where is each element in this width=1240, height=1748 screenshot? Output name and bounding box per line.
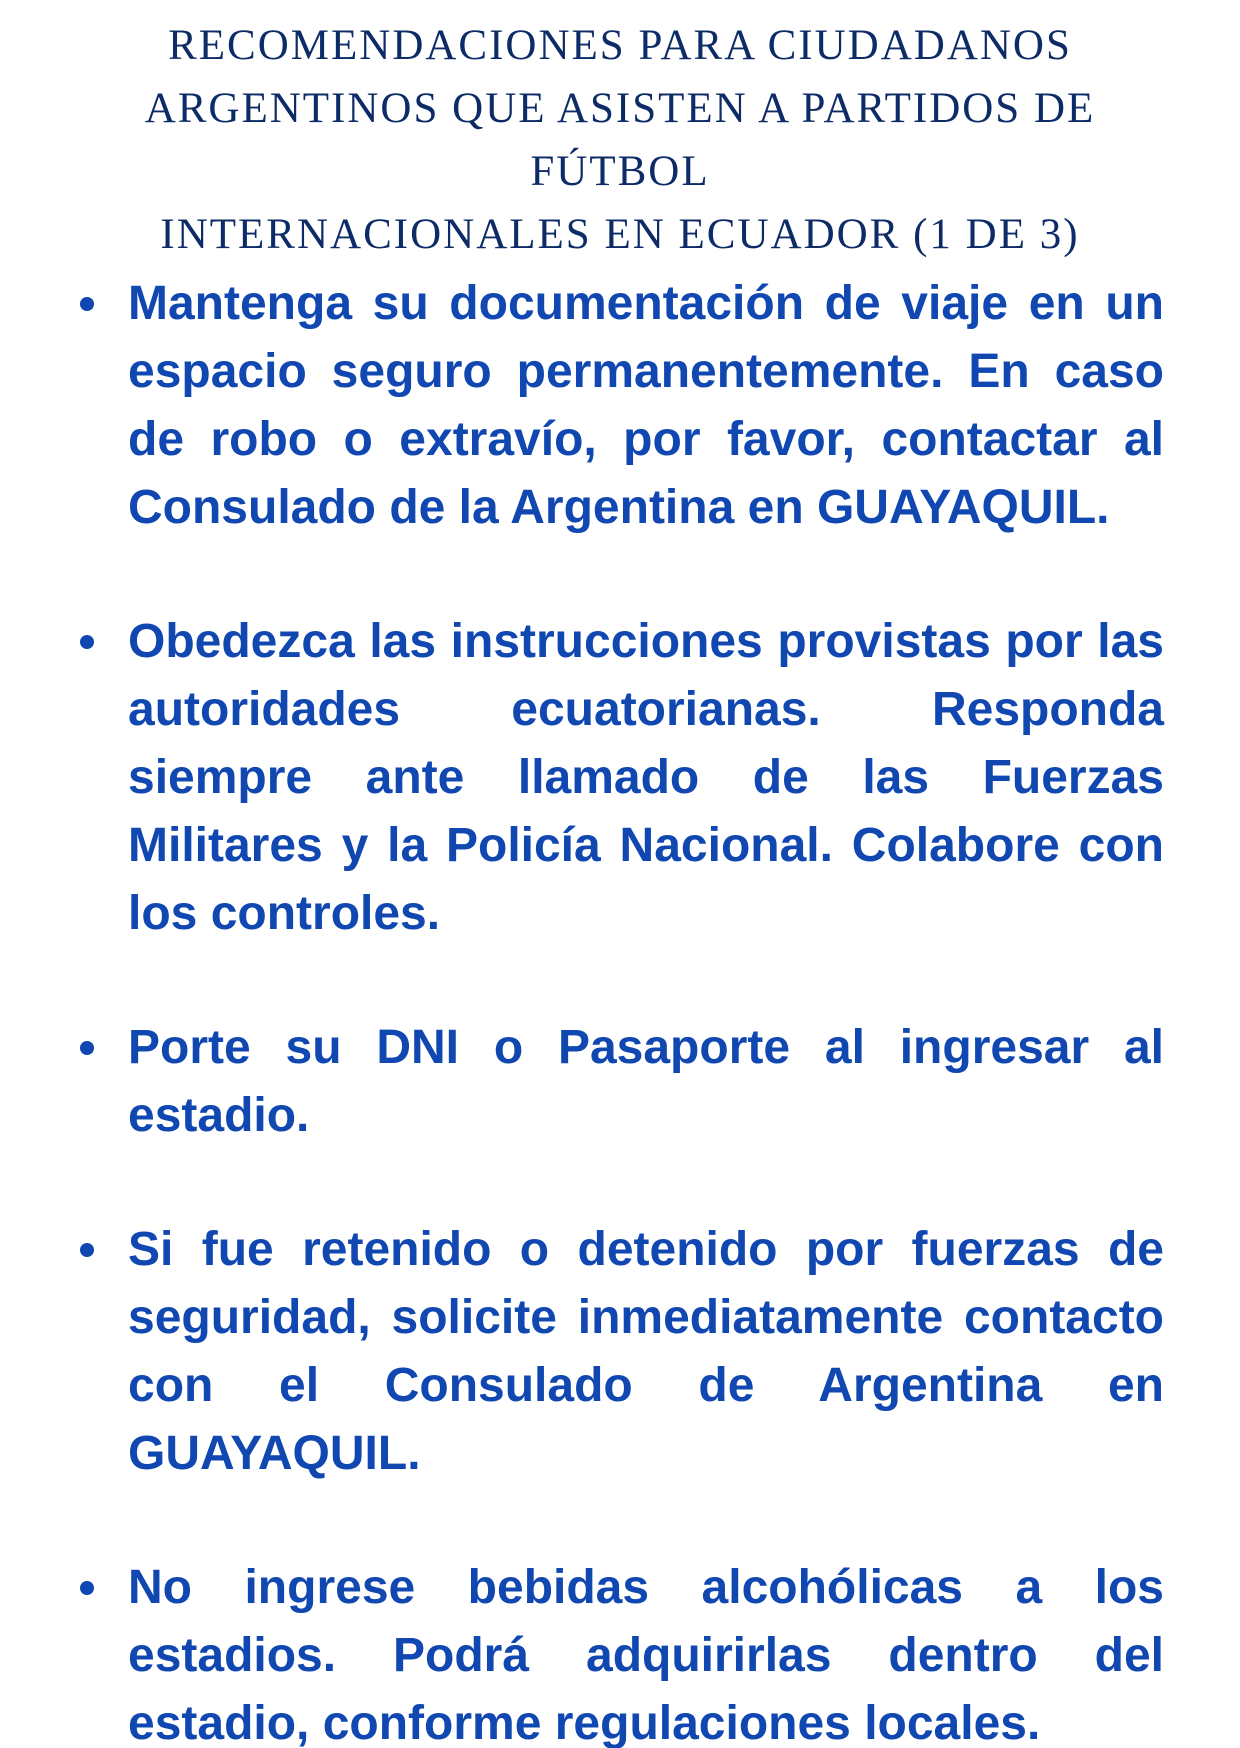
recommendation-text: Porte su DNI o Pasaporte al ingresar al estadio.: [128, 1021, 1164, 1142]
list-item: [128, 270, 1164, 542]
list-item: [128, 1216, 1164, 1488]
bullet-icon: [80, 1581, 94, 1595]
title-line-4: INTERNACIONALES EN ECUADOR (1 DE 3): [160, 211, 1080, 258]
bullet-icon: [80, 635, 94, 649]
recommendation-text: No ingrese bebidas alcohólicas a los estadios. Podrá adquirirlas dentro del estadio, conforme regulaciones locales.: [128, 1561, 1164, 1748]
recommendation-text: Si fue retenido o detenido por fuerzas de seguridad, solicite inmediatamente contacto con el Consulado de Argentina en GUAYAQUIL.: [128, 1223, 1164, 1480]
list-item: [128, 608, 1164, 948]
bullet-icon: [80, 1243, 94, 1257]
recommendation-text: Obedezca las instrucciones provistas por las autoridades ecuatorianas. Responda siempre ante llamado de las Fuerzas Militares y la Policía Nacional. Colabore con los controles.: [128, 615, 1164, 940]
page-title: [40, 14, 1200, 266]
title-line-3: FÚTBOL: [530, 148, 710, 195]
title-line-2: ARGENTINOS QUE ASISTEN A PARTIDOS DE: [144, 85, 1096, 132]
list-item: [128, 1014, 1164, 1150]
recommendation-text: Mantenga su documentación de viaje en un espacio seguro permanentemente. En caso de robo o extravío, por favor, contactar al Consulado de la Argentina en GUAYAQUIL.: [128, 277, 1164, 534]
bullet-icon: [80, 1041, 94, 1055]
recommendations-list: [40, 270, 1200, 1748]
title-line-1: RECOMENDACIONES PARA CIUDADANOS: [168, 22, 1072, 69]
list-item: [128, 1554, 1164, 1748]
bullet-icon: [80, 297, 94, 311]
